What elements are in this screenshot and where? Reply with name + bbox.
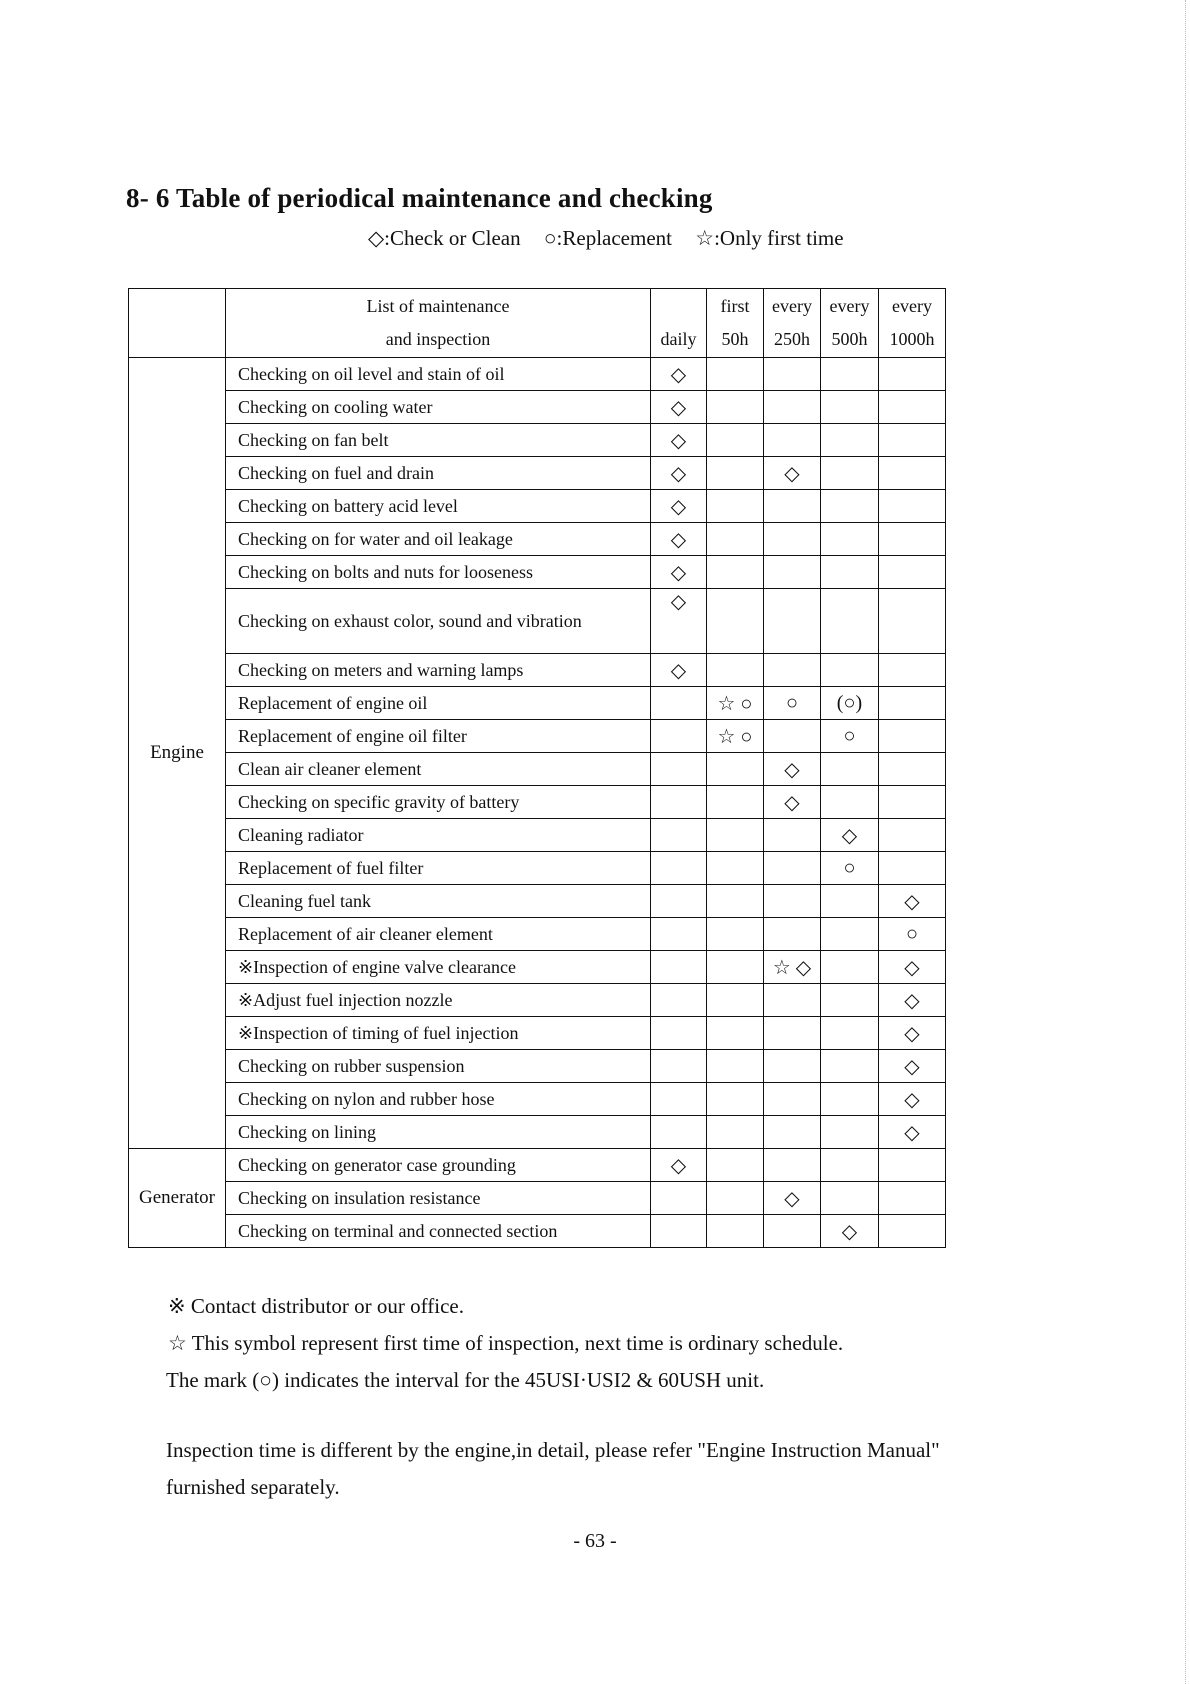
interval-cell-e500	[821, 424, 879, 457]
table-row	[129, 1083, 946, 1116]
maintenance-item: ※Inspection of engine valve clearance	[226, 951, 651, 984]
interval-cell-e250	[764, 819, 821, 852]
interval-cell-first	[707, 786, 764, 819]
table-row	[129, 654, 946, 687]
table-row	[129, 589, 946, 654]
interval-cell-first	[707, 918, 764, 951]
maintenance-item: Checking on for water and oil leakage	[226, 523, 651, 556]
interval-cell-daily: ◇	[651, 654, 707, 687]
maintenance-item: Checking on specific gravity of battery	[226, 786, 651, 819]
maintenance-item: Checking on meters and warning lamps	[226, 654, 651, 687]
table-row	[129, 391, 946, 424]
interval-cell-e1000	[879, 589, 946, 654]
interval-cell-daily	[651, 720, 707, 753]
interval-cell-e1000	[879, 786, 946, 819]
interval-cell-e250	[764, 1149, 821, 1182]
interval-cell-e250	[764, 523, 821, 556]
interval-cell-e500	[821, 523, 879, 556]
interval-cell-e1000	[879, 1149, 946, 1182]
interval-cell-first	[707, 1083, 764, 1116]
interval-cell-e500	[821, 654, 879, 687]
header-first-50h: first 50h	[707, 289, 764, 358]
interval-cell-first	[707, 424, 764, 457]
interval-cell-daily: ◇	[651, 391, 707, 424]
note-first-time: ☆ This symbol represent first time of inspection, next time is ordinary schedule.	[168, 1331, 844, 1355]
interval-cell-daily	[651, 1050, 707, 1083]
interval-cell-e1000: ◇	[879, 1017, 946, 1050]
interval-cell-e500	[821, 1017, 879, 1050]
maintenance-item: Replacement of engine oil	[226, 687, 651, 720]
interval-cell-e250: ◇	[764, 753, 821, 786]
interval-cell-daily	[651, 687, 707, 720]
interval-cell-first: ☆ ○	[707, 720, 764, 753]
interval-cell-first	[707, 1050, 764, 1083]
table-row	[129, 852, 946, 885]
table-row	[129, 753, 946, 786]
interval-cell-daily	[651, 819, 707, 852]
interval-cell-e500: ○	[821, 720, 879, 753]
interval-cell-e250	[764, 1116, 821, 1149]
interval-cell-e1000	[879, 391, 946, 424]
interval-cell-e500: ◇	[821, 1215, 879, 1248]
maintenance-item: Checking on rubber suspension	[226, 1050, 651, 1083]
interval-cell-e1000	[879, 654, 946, 687]
maintenance-item: Checking on insulation resistance	[226, 1182, 651, 1215]
scan-edge-dots	[1184, 0, 1186, 1684]
table-row	[129, 687, 946, 720]
interval-cell-e250: ◇	[764, 457, 821, 490]
interval-cell-e250	[764, 852, 821, 885]
maintenance-item: Replacement of engine oil filter	[226, 720, 651, 753]
table-row	[129, 490, 946, 523]
interval-cell-e250	[764, 1215, 821, 1248]
interval-cell-first	[707, 885, 764, 918]
interval-cell-e500: ◇	[821, 819, 879, 852]
interval-cell-e1000	[879, 852, 946, 885]
interval-cell-e250	[764, 1083, 821, 1116]
interval-cell-e500	[821, 951, 879, 984]
interval-cell-first: ☆ ○	[707, 687, 764, 720]
interval-cell-e1000: ◇	[879, 951, 946, 984]
maintenance-item: Clean air cleaner element	[226, 753, 651, 786]
interval-cell-e500	[821, 589, 879, 654]
interval-cell-e250	[764, 654, 821, 687]
interval-cell-first	[707, 951, 764, 984]
maintenance-item: Replacement of fuel filter	[226, 852, 651, 885]
interval-cell-e500	[821, 984, 879, 1017]
interval-cell-daily	[651, 1017, 707, 1050]
legend-first-time: ☆:Only first time	[695, 226, 844, 250]
table-row	[129, 1182, 946, 1215]
interval-cell-e250	[764, 589, 821, 654]
table-row	[129, 1050, 946, 1083]
interval-cell-first	[707, 391, 764, 424]
maintenance-item: Cleaning radiator	[226, 819, 651, 852]
interval-cell-e500: (○)	[821, 687, 879, 720]
table-row	[129, 819, 946, 852]
note-contact: ※ Contact distributor or our office.	[168, 1294, 464, 1318]
interval-cell-e500	[821, 358, 879, 391]
interval-cell-e500	[821, 1116, 879, 1149]
interval-cell-e1000	[879, 523, 946, 556]
interval-cell-e1000	[879, 358, 946, 391]
table-row	[129, 1149, 946, 1182]
header-every-250h: every 250h	[764, 289, 821, 358]
header-list: List of maintenance and inspection	[226, 289, 651, 358]
symbol-legend	[368, 226, 862, 251]
table-row	[129, 918, 946, 951]
interval-cell-daily	[651, 951, 707, 984]
interval-cell-daily	[651, 1215, 707, 1248]
interval-cell-e500	[821, 556, 879, 589]
maintenance-item: Checking on lining	[226, 1116, 651, 1149]
interval-cell-e1000	[879, 556, 946, 589]
interval-cell-daily	[651, 852, 707, 885]
maintenance-item: Checking on fan belt	[226, 424, 651, 457]
interval-cell-daily	[651, 885, 707, 918]
table-row	[129, 358, 946, 391]
table-row	[129, 786, 946, 819]
interval-cell-e250	[764, 358, 821, 391]
table-body	[129, 358, 946, 1248]
category-generator: Generator	[129, 1149, 226, 1248]
table-row	[129, 885, 946, 918]
interval-cell-daily	[651, 1182, 707, 1215]
table-row	[129, 720, 946, 753]
table-row	[129, 457, 946, 490]
interval-cell-first	[707, 457, 764, 490]
maintenance-item: Checking on cooling water	[226, 391, 651, 424]
legend-check: ◇:Check or Clean	[368, 226, 521, 250]
interval-cell-first	[707, 753, 764, 786]
interval-cell-e1000	[879, 424, 946, 457]
interval-cell-daily	[651, 984, 707, 1017]
interval-cell-e500	[821, 786, 879, 819]
maintenance-table	[128, 288, 946, 1248]
interval-cell-e250	[764, 556, 821, 589]
interval-cell-e1000: ◇	[879, 885, 946, 918]
interval-cell-e1000	[879, 753, 946, 786]
table-row	[129, 984, 946, 1017]
maintenance-item: Checking on exhaust color, sound and vibration	[226, 589, 651, 654]
legend-replacement: ○:Replacement	[543, 226, 672, 250]
interval-cell-e250: ☆ ◇	[764, 951, 821, 984]
interval-cell-e250	[764, 1050, 821, 1083]
interval-cell-first	[707, 1116, 764, 1149]
interval-cell-e500	[821, 490, 879, 523]
maintenance-item: Checking on nylon and rubber hose	[226, 1083, 651, 1116]
interval-cell-e250	[764, 720, 821, 753]
interval-cell-first	[707, 589, 764, 654]
interval-cell-first	[707, 984, 764, 1017]
interval-cell-first	[707, 852, 764, 885]
interval-cell-daily: ◇	[651, 490, 707, 523]
interval-cell-e1000	[879, 720, 946, 753]
interval-cell-daily	[651, 753, 707, 786]
table-row	[129, 1017, 946, 1050]
interval-cell-first	[707, 654, 764, 687]
table-row	[129, 951, 946, 984]
interval-cell-e250	[764, 918, 821, 951]
interval-cell-e1000	[879, 687, 946, 720]
table-row	[129, 1215, 946, 1248]
interval-cell-e250: ◇	[764, 1182, 821, 1215]
interval-cell-first	[707, 1017, 764, 1050]
interval-cell-e250	[764, 424, 821, 457]
interval-cell-e250	[764, 391, 821, 424]
interval-cell-first	[707, 1182, 764, 1215]
interval-cell-e500	[821, 1083, 879, 1116]
header-every-500h: every 500h	[821, 289, 879, 358]
interval-cell-e1000	[879, 1215, 946, 1248]
maintenance-item: Checking on battery acid level	[226, 490, 651, 523]
table-row	[129, 424, 946, 457]
interval-cell-e1000: ◇	[879, 1050, 946, 1083]
maintenance-item: ※Inspection of timing of fuel injection	[226, 1017, 651, 1050]
notes	[168, 1288, 843, 1399]
interval-cell-daily: ◇	[651, 589, 707, 654]
interval-cell-e1000	[879, 1182, 946, 1215]
interval-cell-e250	[764, 1017, 821, 1050]
category-engine: Engine	[129, 358, 226, 1149]
interval-cell-e1000	[879, 819, 946, 852]
interval-cell-first	[707, 358, 764, 391]
maintenance-item: Cleaning fuel tank	[226, 885, 651, 918]
note-mark-interval: The mark (○) indicates the interval for the 45USI·USI2 & 60USH unit.	[166, 1368, 765, 1392]
maintenance-item: Checking on generator case grounding	[226, 1149, 651, 1182]
interval-cell-e500: ○	[821, 852, 879, 885]
interval-cell-e250	[764, 984, 821, 1017]
table-row	[129, 556, 946, 589]
interval-cell-e250: ◇	[764, 786, 821, 819]
maintenance-item: Checking on bolts and nuts for looseness	[226, 556, 651, 589]
interval-cell-daily: ◇	[651, 457, 707, 490]
interval-cell-e250: ○	[764, 687, 821, 720]
inspection-paragraph: Inspection time is different by the engine,in detail, please refer "Engine Instruction Manual" furnished separately.	[166, 1438, 940, 1499]
interval-cell-daily	[651, 918, 707, 951]
interval-cell-e500	[821, 457, 879, 490]
interval-cell-e500	[821, 753, 879, 786]
interval-cell-daily: ◇	[651, 556, 707, 589]
maintenance-item: Replacement of air cleaner element	[226, 918, 651, 951]
interval-cell-e500	[821, 1149, 879, 1182]
interval-cell-daily: ◇	[651, 1149, 707, 1182]
interval-cell-e1000	[879, 490, 946, 523]
interval-cell-first	[707, 1215, 764, 1248]
interval-cell-e500	[821, 885, 879, 918]
interval-cell-first	[707, 556, 764, 589]
interval-cell-e500	[821, 1050, 879, 1083]
maintenance-item: ※Adjust fuel injection nozzle	[226, 984, 651, 1017]
interval-cell-e500	[821, 918, 879, 951]
maintenance-item: Checking on terminal and connected section	[226, 1215, 651, 1248]
interval-cell-first	[707, 490, 764, 523]
interval-cell-e250	[764, 885, 821, 918]
page-title: 8- 6 Table of periodical maintenance and checking	[126, 183, 713, 213]
interval-cell-first	[707, 1149, 764, 1182]
table-row	[129, 523, 946, 556]
interval-cell-e250	[764, 490, 821, 523]
interval-cell-e500	[821, 391, 879, 424]
interval-cell-e500	[821, 1182, 879, 1215]
interval-cell-daily	[651, 1083, 707, 1116]
page-number: - 63 -	[573, 1530, 617, 1552]
interval-cell-daily: ◇	[651, 358, 707, 391]
interval-cell-daily: ◇	[651, 424, 707, 457]
table-header-row	[129, 289, 946, 358]
header-every-1000h: every 1000h	[879, 289, 946, 358]
interval-cell-e1000: ○	[879, 918, 946, 951]
maintenance-item: Checking on fuel and drain	[226, 457, 651, 490]
interval-cell-e1000: ◇	[879, 984, 946, 1017]
interval-cell-e1000: ◇	[879, 1116, 946, 1149]
table-row	[129, 1116, 946, 1149]
interval-cell-first	[707, 819, 764, 852]
header-category-blank	[129, 289, 226, 358]
maintenance-item: Checking on oil level and stain of oil	[226, 358, 651, 391]
interval-cell-e1000	[879, 457, 946, 490]
header-daily: daily	[651, 289, 707, 358]
interval-cell-daily: ◇	[651, 523, 707, 556]
interval-cell-e1000: ◇	[879, 1083, 946, 1116]
interval-cell-daily	[651, 786, 707, 819]
interval-cell-daily	[651, 1116, 707, 1149]
interval-cell-first	[707, 523, 764, 556]
